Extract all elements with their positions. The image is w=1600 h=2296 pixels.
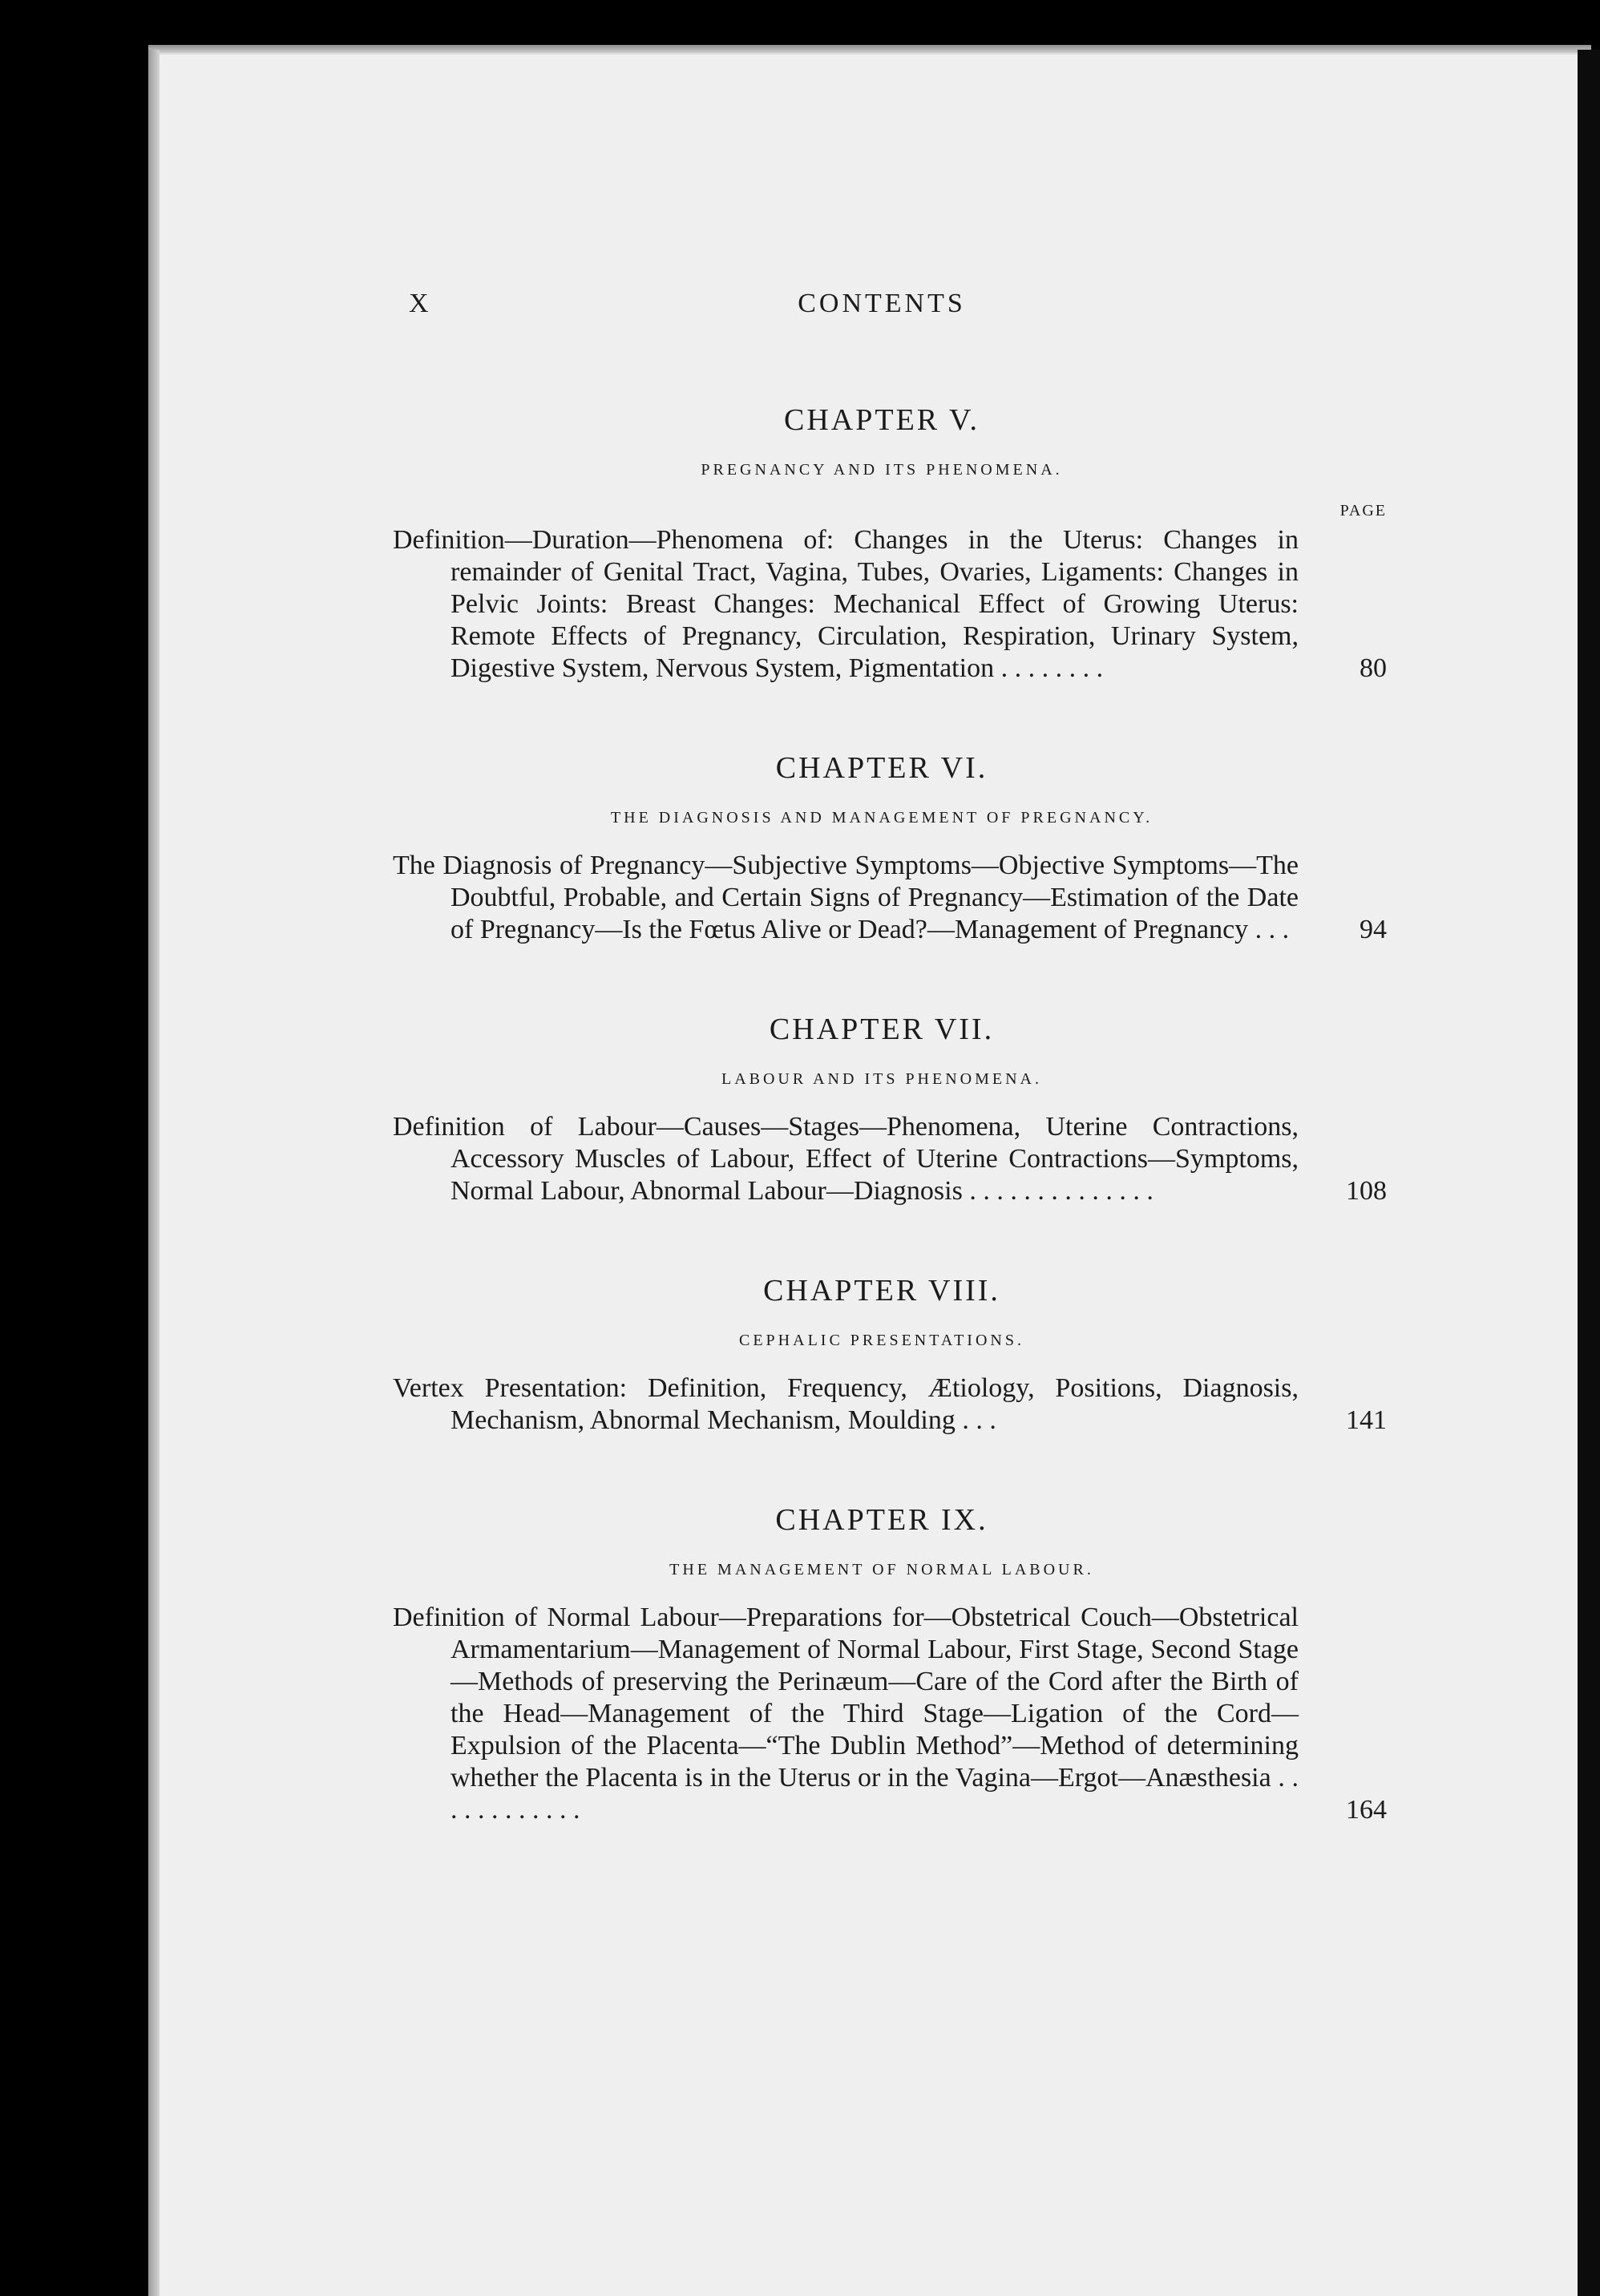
page-top-edge: [148, 45, 1591, 53]
entry-page-number: 108: [1346, 1176, 1387, 1206]
running-title: CONTENTS: [798, 289, 966, 318]
chapter-v: [393, 402, 1387, 685]
chapter-subtitle: THE MANAGEMENT OF NORMAL LABOUR.: [669, 1561, 1094, 1578]
chapter-heading: CHAPTER V.: [784, 403, 980, 437]
chapter-subtitle: CEPHALIC PRESENTATIONS.: [739, 1332, 1024, 1349]
entry-text: The Diagnosis of Pregnancy—Subjective Symptoms—Objective Symptoms—The Doubtful, Probable, and Certain Signs of Pregnancy—Estimation of the Date of Pregnancy—Is the Fœtus Alive or Dead?—Management of Pregnancy . . .: [393, 851, 1299, 944]
running-head: [393, 289, 1371, 329]
entry-text: Vertex Presentation: Definition, Frequency, Ætiology, Positions, Diagnosis, Mechanism, Abnormal Mechanism, Moulding . . .: [393, 1373, 1299, 1435]
chapter-subtitle: LABOUR AND ITS PHENOMENA.: [721, 1070, 1042, 1088]
entry-page-number: 141: [1346, 1405, 1387, 1435]
contents-page: [393, 289, 1387, 1826]
chapter-vi: [393, 750, 1387, 946]
chapter-subtitle: THE DIAGNOSIS AND MANAGEMENT OF PREGNANCY.: [610, 809, 1154, 827]
entry-text: Definition—Duration—Phenomena of: Changes in the Uterus: Changes in remainder of Genital Tract, Vagina, Tubes, Ovaries, Ligaments: Changes in Pelvic Joints: Breast Changes: Mechanical Effect of Growing Uterus: Remote Effects of Pregnancy, Circulation, Respiration, Urinary System, Digestive System, Nervous System, Pigmentation . . . . . . . .: [393, 525, 1299, 683]
chapter-heading: CHAPTER VIII.: [763, 1274, 1000, 1308]
contents-entry: [393, 1111, 1387, 1207]
scan-border: [1578, 50, 1600, 2296]
page-folio: X: [409, 289, 430, 318]
contents-entry: [393, 1372, 1387, 1437]
entry-page-number: 80: [1360, 653, 1387, 683]
entry-page-number: 164: [1346, 1795, 1387, 1825]
contents-entry: [393, 524, 1387, 685]
chapter-ix: [393, 1502, 1387, 1826]
contents-entry: [393, 850, 1387, 946]
chapter-heading: CHAPTER VII.: [769, 1013, 995, 1046]
entry-text: Definition of Normal Labour—Preparations for—Obstetrical Couch—Obstetrical Armamentarium—Management of Normal Labour, First Stage, Second Stage—Methods of preserving the Perinæum—Care of the Cord after the Birth of the Head—Management of the Third Stage—Ligation of the Cord—Expulsion of the Placenta—“The Dublin Method”—Method of determining whether the Placenta is in the Uterus or in the Vagina—Ergot—Anæsthesia . . . . . . . . . . . .: [393, 1603, 1299, 1825]
chapter-vii: [393, 1012, 1387, 1207]
page-left-edge: [148, 50, 160, 2296]
page-column-label: PAGE: [1339, 502, 1387, 519]
contents-entry: [393, 1602, 1387, 1826]
chapter-viii: [393, 1273, 1387, 1437]
chapter-heading: CHAPTER VI.: [775, 751, 988, 785]
entry-page-number: 94: [1360, 915, 1387, 944]
chapter-subtitle: PREGNANCY AND ITS PHENOMENA.: [701, 461, 1063, 479]
entry-text: Definition of Labour—Causes—Stages—Phenomena, Uterine Contractions, Accessory Muscles of Labour, Effect of Uterine Contractions—Symptoms, Normal Labour, Abnormal Labour—Diagnosis . . . . . . . . . . . . . .: [393, 1112, 1299, 1206]
chapter-heading: CHAPTER IX.: [775, 1503, 988, 1537]
